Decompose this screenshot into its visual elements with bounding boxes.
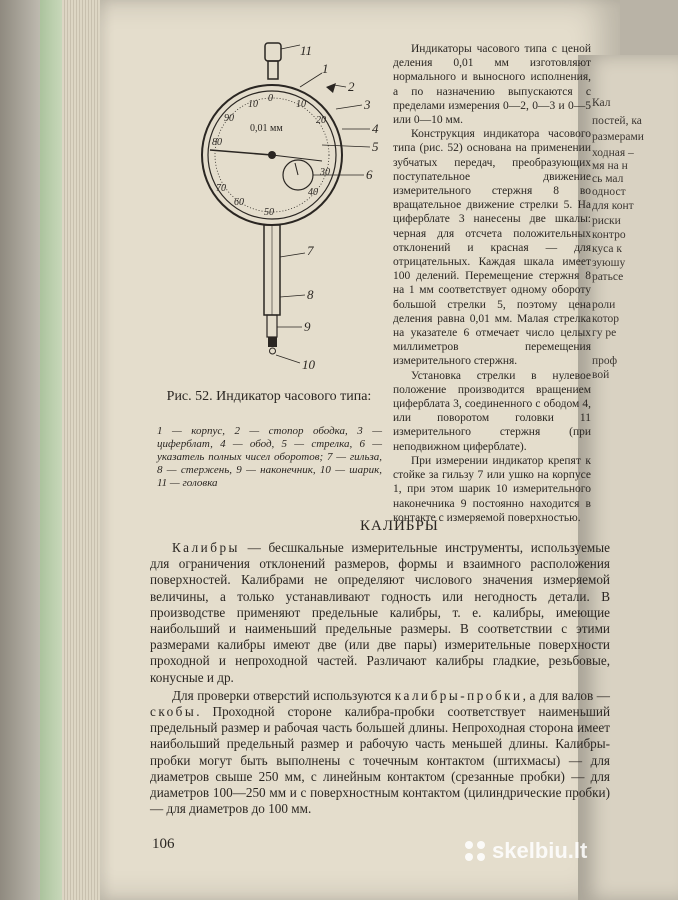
facing-page-fragment: роли (592, 299, 616, 311)
body-text (150, 540, 610, 819)
figure-caption-title: Рис. 52. Индикатор часового типа: (166, 389, 372, 404)
part-label-11: 11 (300, 43, 313, 58)
figure-legend: 1 — корпус, 2 — стопор ободка, 3 — циферблат, 4 — обод, 5 — стрелка, 6 — указатель полных чисел оборотов; 7 — гильза, 8 — стержень, 9 — наконечник, 10 — шарик, 11 — головка (157, 425, 382, 489)
dial-tick-label: 80 (212, 137, 222, 148)
paragraph: Конструкция индикатора часового типа (рис. 52) основана на применении зубчатых передач, преобразующих поступательное движение измерительного стержня 8 во вращательное движение стрелки 5. На циферблате 3 нанесены две шкалы: черная для отсчета положительных отклонений и красная — для отрицательных. Каждая шкала имеет 100 делений. Перемещение стержня 8 на 1 мм соответствует одному обороту большой стрелки 5, поэтому цена деления равна 0,01 мм. Малая стрелка на указателе 6 отмечает число целых миллиметров перемещения измерительного стержня. (393, 128, 591, 368)
dial-tick-label: 60 (234, 197, 244, 208)
part-label-1: 1 (322, 61, 329, 76)
section-heading: КАЛИБРЫ (360, 518, 439, 534)
part-label-9: 9 (304, 319, 311, 334)
paragraph: Индикаторы часового типа с ценой деления 0,01 мм изготовляют нормального и выносного исполнения, а по назначению выпускаются с пределами измерения 0—2, 0—3 и 0—5 или 0—10 мм. (393, 43, 591, 127)
dial-tick-label: 10 (296, 99, 306, 110)
part-label-5: 5 (372, 139, 379, 154)
facing-page-fragment: размерами (592, 131, 644, 143)
facing-page-fragment: зуюшу (592, 257, 626, 269)
text: — бесшкальные измерительные инструменты, используемые для ограничения отклонений размеров, формы и взаимного расположения поверхностей. Калибрами не определяют числового значения измеряемой величины, а только устанавливают годность или негодность детали. В производстве применяют предельные калибры, т. е. калибры, имеющие наибольший и наименьший предельные размеры. В соответствии с этими размерами калибры имеют две (или две пары) измерительные поверхности проходной и непроходной частей. Различают калибры гладкие, резьбовые, конусные и др. (150, 540, 610, 685)
facing-page-fragment: ходная – (592, 147, 634, 159)
text: Для проверки отверстий используются (172, 687, 395, 703)
part-label-3: 3 (364, 97, 371, 112)
dial-tick-label: 20 (316, 115, 326, 126)
dial-tick-label: 50 (264, 207, 274, 218)
watermark-logo-icon (462, 838, 488, 864)
facing-page-fragment: котор (592, 313, 619, 325)
dial-tick-label: 70 (216, 183, 226, 194)
dial-scale-label: 0,01 мм (250, 123, 283, 134)
facing-page-fragment: одност (592, 186, 626, 198)
dial-tick-label: 30 (320, 167, 330, 178)
dial-indicator-figure (150, 35, 390, 380)
paragraph: При измерении индикатор крепят к стойке за гильзу 7 или ушко на корпусе 1, при этом шарик 10 измерительного наконечника 9 постоянно находится в контакте с измеряемой поверхностью. (393, 454, 591, 524)
part-label-10: 10 (302, 357, 315, 372)
term: скобы (150, 704, 197, 720)
part-label-6: 6 (366, 167, 373, 182)
right-column-text (393, 42, 591, 525)
dial-tick-label: 10 (248, 99, 258, 110)
facing-page-fragment: вой (592, 369, 610, 381)
term: калибры-пробки (394, 687, 523, 703)
part-label-4: 4 (372, 121, 379, 136)
dial-tick-label: 90 (224, 113, 234, 124)
book-cover-edge (40, 0, 62, 900)
facing-page-fragment: куса к (592, 243, 622, 255)
facing-page-fragment: постей, ка (592, 115, 642, 127)
facing-page-fragment: мя на н (592, 160, 628, 172)
facing-page-fragment: для конт (592, 200, 634, 212)
part-label-8: 8 (307, 287, 314, 302)
facing-page-fragment: риски (592, 215, 621, 227)
paragraph (150, 688, 610, 818)
dial-tick-label: 0 (268, 93, 273, 104)
watermark: skelbiu.lt (492, 838, 588, 863)
dial-tick-label: 40 (308, 187, 318, 198)
paragraph: Установка стрелки в нулевое положение производится вращением циферблата 3, соединенного с ободом 4, или поворотом головки 11 измерительного стержня (при неподвижном циферблате). (393, 369, 591, 453)
part-label-2: 2 (348, 79, 355, 94)
paragraph (150, 540, 610, 686)
part-label-7: 7 (307, 243, 314, 258)
page-number: 106 (152, 836, 175, 852)
facing-page-fragment: гу ре (592, 327, 617, 339)
term: Калибры (172, 540, 240, 555)
facing-page-fragment: Кал (592, 97, 611, 109)
facing-page-fragment: ратьсе (592, 271, 624, 283)
text: . Проходной стороне калибра-пробки соответствует наименьший предельный размер и рабочая часть большей длины. Непроходная сторона имеет наибольший предельный размер и рабочую часть меньшей длины. Калибры-пробки могут быть выполнены с точечным контактом (штихмасы) — для диаметров свыше 250 мм, с линейным контактом (срезанные пробки) — для диаметров 100—250 мм и с поверхностным контактом (цилиндрические пробки) — для диаметров до 100 мм. (150, 704, 610, 817)
facing-page-fragment: контро (592, 229, 626, 241)
text: , а для валов — (522, 687, 610, 703)
facing-page-fragment: сь мал (592, 173, 624, 185)
facing-page-fragment: проф (592, 355, 618, 367)
